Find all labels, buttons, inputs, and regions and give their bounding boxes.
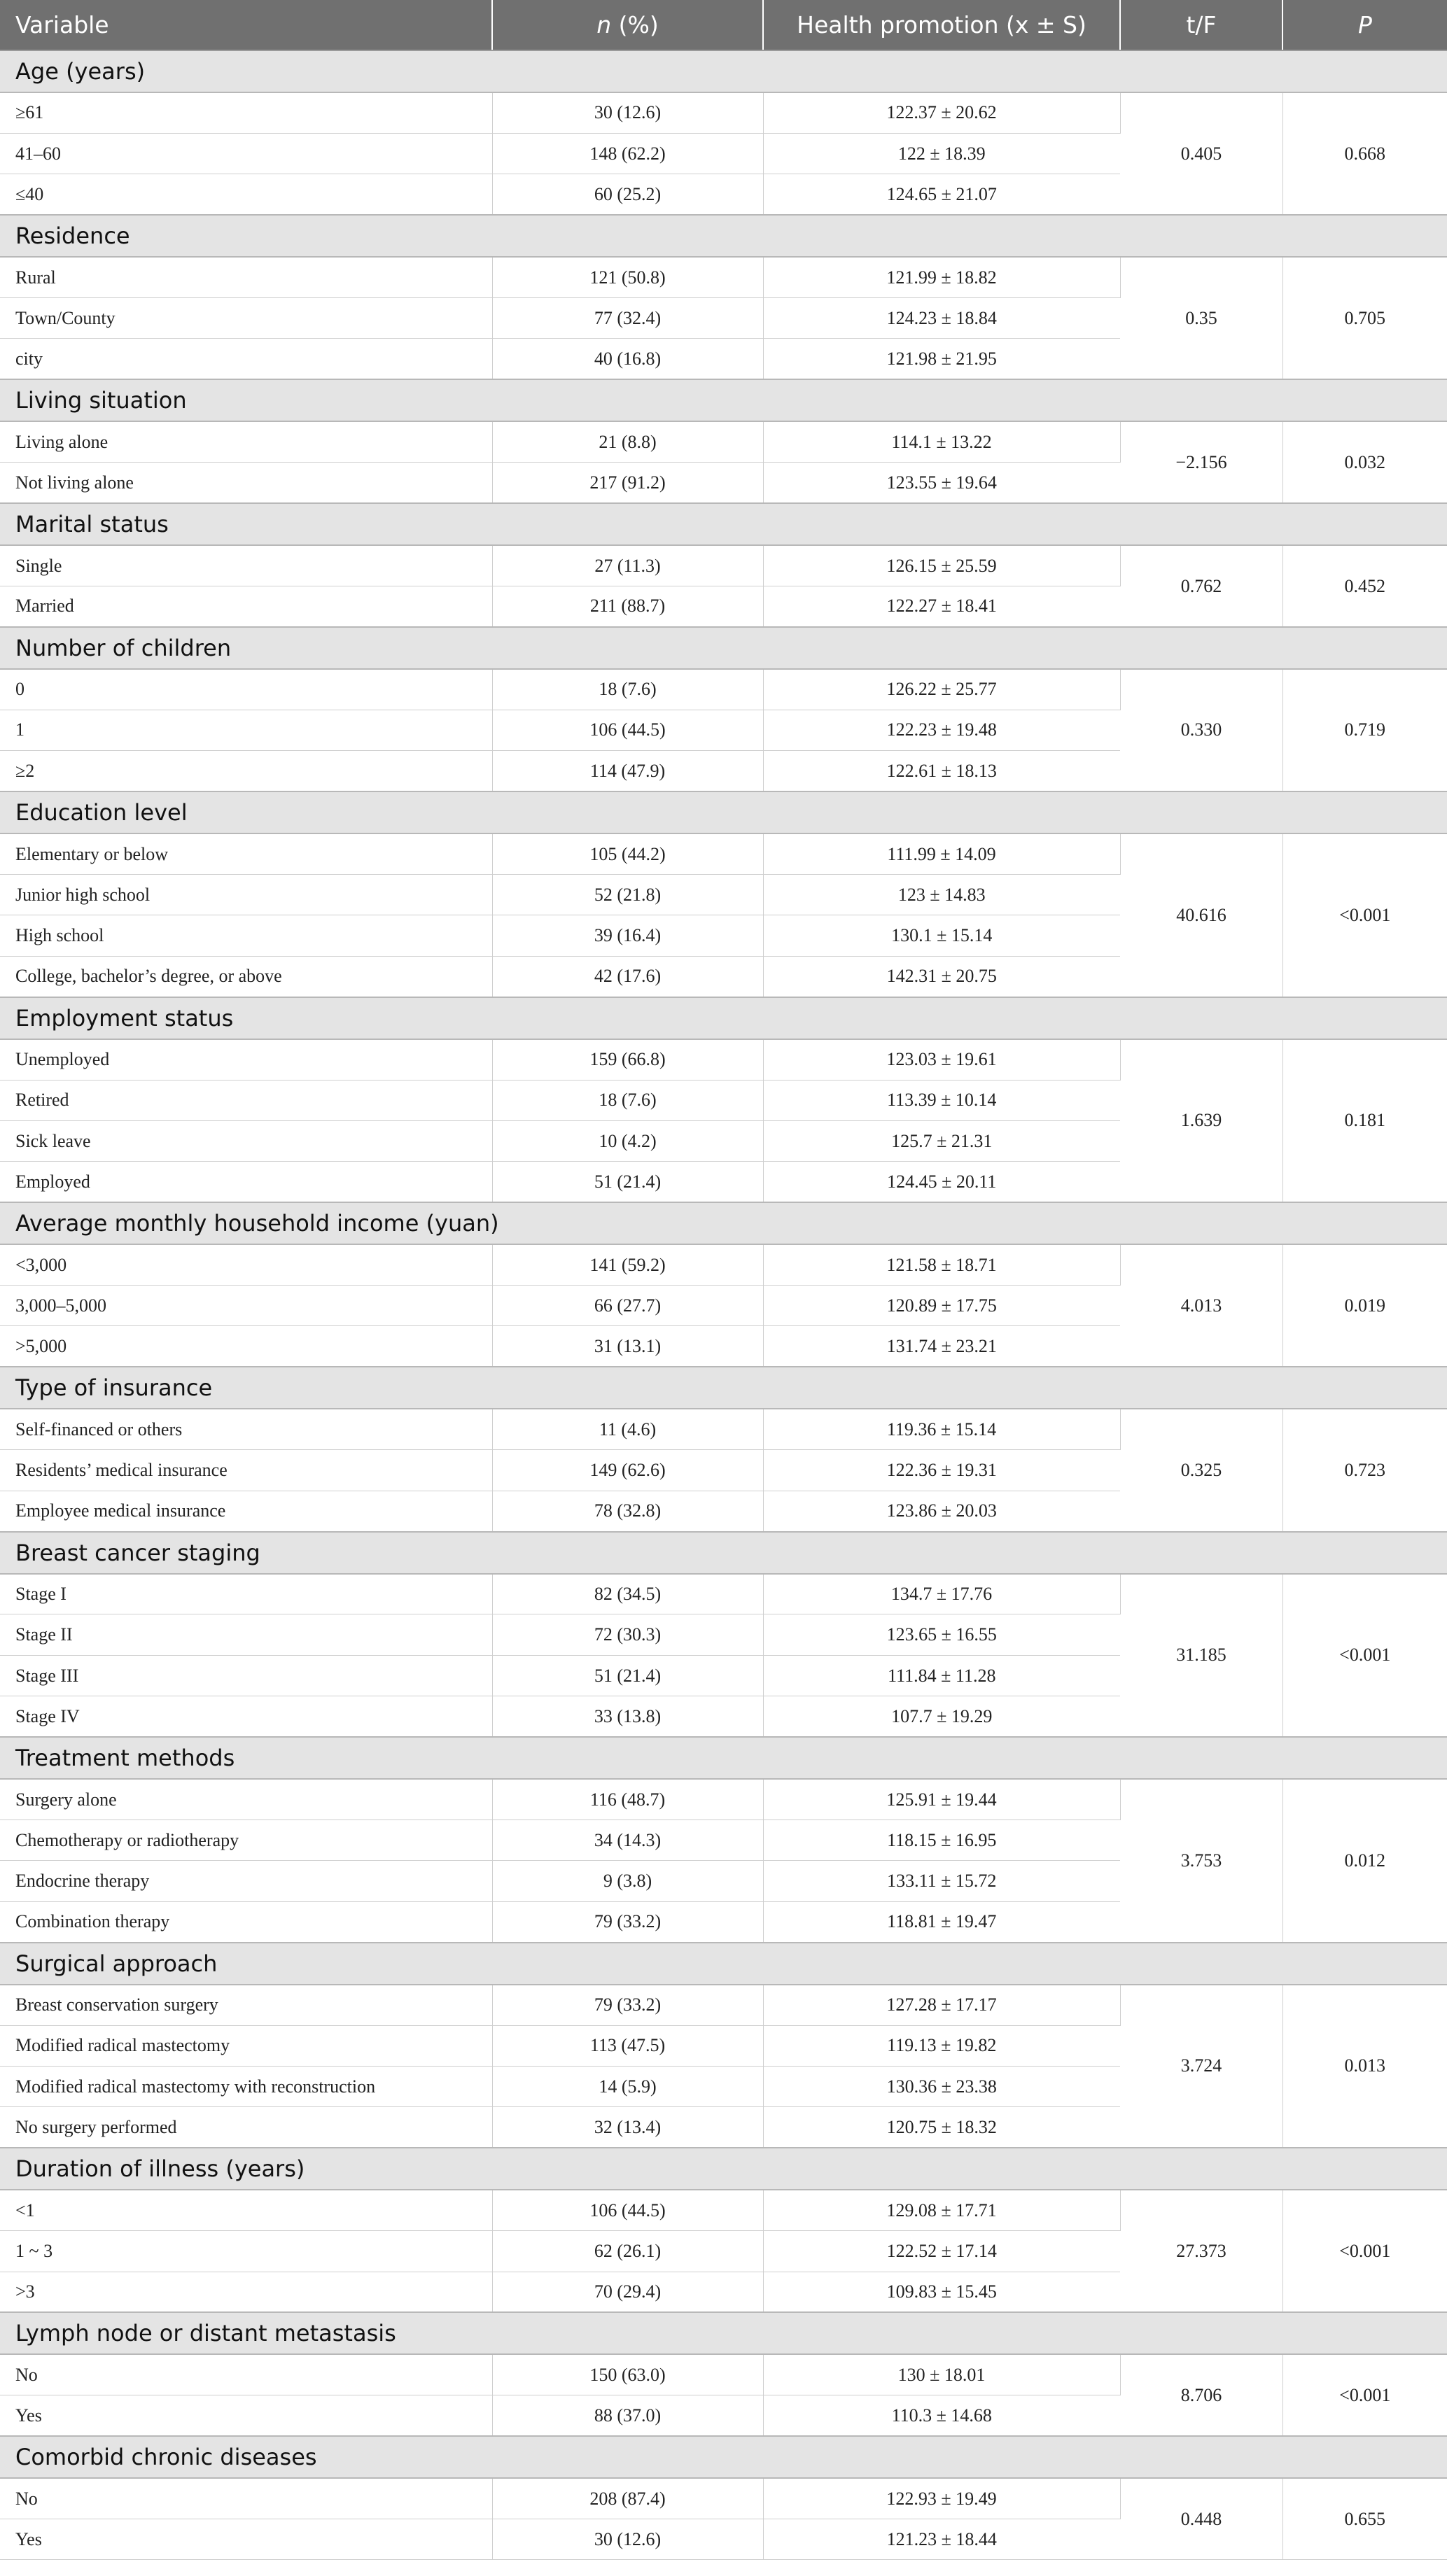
table-row (0, 257, 1447, 297)
group-header-row (0, 215, 1447, 257)
group-title: Marital status (0, 503, 1447, 545)
cell-n-percent: 30 (12.6) (492, 2519, 763, 2560)
cell-variable: Endocrine therapy (0, 1861, 492, 1901)
table-body (0, 50, 1447, 2560)
group-title: Lymph node or distant metastasis (0, 2312, 1447, 2354)
header-variable: Variable (0, 0, 492, 50)
group-title: Breast cancer staging (0, 1532, 1447, 1574)
table-row (0, 545, 1447, 586)
cell-health-promotion: 121.98 ± 21.95 (763, 339, 1120, 379)
group-header-row (0, 50, 1447, 92)
cell-variable: Stage I (0, 1574, 492, 1614)
cell-tf: 8.706 (1120, 2354, 1282, 2436)
cell-health-promotion: 111.84 ± 11.28 (763, 1655, 1120, 1696)
cell-variable: Self-financed or others (0, 1409, 492, 1449)
cell-variable: Employee medical insurance (0, 1491, 492, 1531)
cell-n-percent: 30 (12.6) (492, 92, 763, 133)
cell-health-promotion: 107.7 ± 19.29 (763, 1696, 1120, 1737)
cell-health-promotion: 123.86 ± 20.03 (763, 1491, 1120, 1531)
cell-n-percent: 34 (14.3) (492, 1820, 763, 1861)
cell-n-percent: 10 (4.2) (492, 1120, 763, 1161)
cell-health-promotion: 134.7 ± 17.76 (763, 1574, 1120, 1614)
group-header-row (0, 1943, 1447, 1985)
cell-n-percent: 52 (21.8) (492, 874, 763, 915)
cell-health-promotion: 125.91 ± 19.44 (763, 1779, 1120, 1820)
cell-n-percent: 51 (21.4) (492, 1655, 763, 1696)
table-row (0, 1039, 1447, 1080)
cell-tf: 0.448 (1120, 2478, 1282, 2560)
cell-variable: Junior high school (0, 874, 492, 915)
group-header-row (0, 2312, 1447, 2354)
cell-variable: Breast conservation surgery (0, 1985, 492, 2025)
cell-variable: Stage III (0, 1655, 492, 1696)
group-title: Type of insurance (0, 1367, 1447, 1409)
cell-health-promotion: 122.23 ± 19.48 (763, 710, 1120, 750)
cell-health-promotion: 124.65 ± 21.07 (763, 174, 1120, 215)
cell-health-promotion: 119.13 ± 19.82 (763, 2025, 1120, 2066)
cell-health-promotion: 122.27 ± 18.41 (763, 586, 1120, 627)
cell-p: 0.181 (1282, 1039, 1447, 1203)
cell-p: <0.001 (1282, 833, 1447, 997)
cell-variable: 0 (0, 669, 492, 710)
cell-variable: Chemotherapy or radiotherapy (0, 1820, 492, 1861)
cell-n-percent: 149 (62.6) (492, 1450, 763, 1491)
cell-variable: Residents’ medical insurance (0, 1450, 492, 1491)
cell-variable: Modified radical mastectomy (0, 2025, 492, 2066)
group-header-row (0, 1532, 1447, 1574)
cell-health-promotion: 114.1 ± 13.22 (763, 421, 1120, 462)
cell-health-promotion: 125.7 ± 21.31 (763, 1120, 1120, 1161)
cell-health-promotion: 110.3 ± 14.68 (763, 2395, 1120, 2436)
cell-variable: Rural (0, 257, 492, 297)
cell-tf: 0.762 (1120, 545, 1282, 627)
group-title: Residence (0, 215, 1447, 257)
table-row (0, 669, 1447, 710)
cell-tf: 0.405 (1120, 92, 1282, 215)
cell-health-promotion: 126.22 ± 25.77 (763, 669, 1120, 710)
group-title: Average monthly household income (yuan) (0, 1202, 1447, 1244)
group-title: Comorbid chronic diseases (0, 2436, 1447, 2478)
cell-health-promotion: 124.23 ± 18.84 (763, 298, 1120, 339)
cell-health-promotion: 123 ± 14.83 (763, 874, 1120, 915)
group-header-row (0, 2148, 1447, 2190)
table-header (0, 0, 1447, 50)
cell-variable: ≤40 (0, 174, 492, 215)
cell-variable: Employed (0, 1162, 492, 1202)
cell-n-percent: 14 (5.9) (492, 2066, 763, 2106)
cell-p: <0.001 (1282, 2190, 1447, 2312)
cell-health-promotion: 130 ± 18.01 (763, 2354, 1120, 2395)
group-header-row (0, 2436, 1447, 2478)
cell-tf: −2.156 (1120, 421, 1282, 503)
header-n-italic: n (596, 11, 612, 38)
cell-n-percent: 70 (29.4) (492, 2272, 763, 2312)
cell-tf: 0.35 (1120, 257, 1282, 379)
cell-health-promotion: 122 ± 18.39 (763, 133, 1120, 174)
cell-n-percent: 79 (33.2) (492, 1985, 763, 2025)
cell-health-promotion: 124.45 ± 20.11 (763, 1162, 1120, 1202)
table-row (0, 421, 1447, 462)
cell-variable: Sick leave (0, 1120, 492, 1161)
cell-health-promotion: 120.75 ± 18.32 (763, 2107, 1120, 2148)
cell-n-percent: 106 (44.5) (492, 710, 763, 750)
group-header-row (0, 1737, 1447, 1779)
cell-health-promotion: 122.36 ± 19.31 (763, 1450, 1120, 1491)
cell-tf: 40.616 (1120, 833, 1282, 997)
group-title: Number of children (0, 627, 1447, 669)
cell-health-promotion: 130.36 ± 23.38 (763, 2066, 1120, 2106)
cell-health-promotion: 119.36 ± 15.14 (763, 1409, 1120, 1449)
group-title: Surgical approach (0, 1943, 1447, 1985)
header-n-rest: (%) (611, 11, 659, 38)
cell-p: 0.013 (1282, 1985, 1447, 2148)
cell-health-promotion: 133.11 ± 15.72 (763, 1861, 1120, 1901)
cell-n-percent: 116 (48.7) (492, 1779, 763, 1820)
cell-health-promotion: 121.23 ± 18.44 (763, 2519, 1120, 2560)
cell-variable: ≥2 (0, 751, 492, 791)
group-title: Treatment methods (0, 1737, 1447, 1779)
table-row (0, 92, 1447, 133)
cell-health-promotion: 118.81 ± 19.47 (763, 1901, 1120, 1942)
header-n (492, 0, 763, 50)
cell-variable: 1 ~ 3 (0, 2231, 492, 2272)
cell-health-promotion: 122.61 ± 18.13 (763, 751, 1120, 791)
cell-n-percent: 114 (47.9) (492, 751, 763, 791)
cell-variable: Elementary or below (0, 833, 492, 874)
cell-n-percent: 106 (44.5) (492, 2190, 763, 2230)
table-row (0, 1779, 1447, 1820)
group-title: Age (years) (0, 50, 1447, 92)
cell-variable: No (0, 2478, 492, 2519)
cell-tf: 0.325 (1120, 1409, 1282, 1531)
group-title: Duration of illness (years) (0, 2148, 1447, 2190)
cell-health-promotion: 120.89 ± 17.75 (763, 1286, 1120, 1326)
cell-n-percent: 72 (30.3) (492, 1614, 763, 1655)
cell-variable: ≥61 (0, 92, 492, 133)
cell-p: <0.001 (1282, 2354, 1447, 2436)
cell-n-percent: 62 (26.1) (492, 2231, 763, 2272)
cell-n-percent: 141 (59.2) (492, 1244, 763, 1285)
cell-n-percent: 217 (91.2) (492, 463, 763, 503)
table-row (0, 2190, 1447, 2230)
cell-p: 0.723 (1282, 1409, 1447, 1531)
table-row (0, 1244, 1447, 1285)
cell-tf: 3.724 (1120, 1985, 1282, 2148)
cell-tf: 1.639 (1120, 1039, 1282, 1203)
cell-p: 0.719 (1282, 669, 1447, 791)
cell-p: <0.001 (1282, 1574, 1447, 1738)
cell-variable: Married (0, 586, 492, 627)
cell-n-percent: 18 (7.6) (492, 1080, 763, 1120)
cell-p: 0.705 (1282, 257, 1447, 379)
cell-n-percent: 66 (27.7) (492, 1286, 763, 1326)
cell-p: 0.012 (1282, 1779, 1447, 1943)
group-header-row (0, 1202, 1447, 1244)
cell-variable: No surgery performed (0, 2107, 492, 2148)
cell-variable: Yes (0, 2395, 492, 2436)
cell-health-promotion: 109.83 ± 15.45 (763, 2272, 1120, 2312)
header-health-promotion: Health promotion (x ± S) (763, 0, 1120, 50)
cell-health-promotion: 121.58 ± 18.71 (763, 1244, 1120, 1285)
cell-health-promotion: 111.99 ± 14.09 (763, 833, 1120, 874)
cell-n-percent: 113 (47.5) (492, 2025, 763, 2066)
cell-n-percent: 121 (50.8) (492, 257, 763, 297)
cell-n-percent: 150 (63.0) (492, 2354, 763, 2395)
cell-n-percent: 79 (33.2) (492, 1901, 763, 1942)
cell-health-promotion: 122.37 ± 20.62 (763, 92, 1120, 133)
cell-n-percent: 60 (25.2) (492, 174, 763, 215)
cell-n-percent: 148 (62.2) (492, 133, 763, 174)
group-title: Living situation (0, 379, 1447, 421)
cell-n-percent: 33 (13.8) (492, 1696, 763, 1737)
group-header-row (0, 379, 1447, 421)
cell-n-percent: 11 (4.6) (492, 1409, 763, 1449)
cell-n-percent: 39 (16.4) (492, 915, 763, 956)
cell-health-promotion: 122.93 ± 19.49 (763, 2478, 1120, 2519)
cell-p: 0.668 (1282, 92, 1447, 215)
group-title: Employment status (0, 997, 1447, 1039)
cell-p: 0.019 (1282, 1244, 1447, 1367)
cell-n-percent: 78 (32.8) (492, 1491, 763, 1531)
group-header-row (0, 997, 1447, 1039)
cell-n-percent: 18 (7.6) (492, 669, 763, 710)
cell-n-percent: 88 (37.0) (492, 2395, 763, 2436)
cell-n-percent: 27 (11.3) (492, 545, 763, 586)
header-tf: t/F (1120, 0, 1282, 50)
cell-health-promotion: 123.55 ± 19.64 (763, 463, 1120, 503)
cell-variable: 3,000–5,000 (0, 1286, 492, 1326)
table-row (0, 1985, 1447, 2025)
cell-n-percent: 31 (13.1) (492, 1326, 763, 1367)
cell-tf: 4.013 (1120, 1244, 1282, 1367)
cell-variable: Stage II (0, 1614, 492, 1655)
cell-n-percent: 21 (8.8) (492, 421, 763, 462)
cell-variable: Retired (0, 1080, 492, 1120)
cell-p: 0.655 (1282, 2478, 1447, 2560)
cell-n-percent: 208 (87.4) (492, 2478, 763, 2519)
header-p: P (1282, 0, 1447, 50)
cell-variable: Single (0, 545, 492, 586)
table-row (0, 1409, 1447, 1449)
cell-p: 0.452 (1282, 545, 1447, 627)
group-title: Education level (0, 791, 1447, 833)
cell-health-promotion: 122.52 ± 17.14 (763, 2231, 1120, 2272)
cell-n-percent: 32 (13.4) (492, 2107, 763, 2148)
table-row (0, 833, 1447, 874)
cell-health-promotion: 123.65 ± 16.55 (763, 1614, 1120, 1655)
cell-variable: >3 (0, 2272, 492, 2312)
cell-health-promotion: 126.15 ± 25.59 (763, 545, 1120, 586)
cell-n-percent: 82 (34.5) (492, 1574, 763, 1614)
table-row (0, 2478, 1447, 2519)
cell-tf: 3.753 (1120, 1779, 1282, 1943)
group-header-row (0, 791, 1447, 833)
group-header-row (0, 503, 1447, 545)
cell-n-percent: 51 (21.4) (492, 1162, 763, 1202)
cell-health-promotion: 118.15 ± 16.95 (763, 1820, 1120, 1861)
cell-tf: 27.373 (1120, 2190, 1282, 2312)
group-header-row (0, 1367, 1447, 1409)
cell-health-promotion: 142.31 ± 20.75 (763, 956, 1120, 997)
cell-variable: 1 (0, 710, 492, 750)
cell-variable: Town/County (0, 298, 492, 339)
cell-variable: High school (0, 915, 492, 956)
cell-n-percent: 77 (32.4) (492, 298, 763, 339)
cell-health-promotion: 130.1 ± 15.14 (763, 915, 1120, 956)
cell-variable: >5,000 (0, 1326, 492, 1367)
cell-health-promotion: 127.28 ± 17.17 (763, 1985, 1120, 2025)
cell-variable: Modified radical mastectomy with reconstruction (0, 2066, 492, 2106)
cell-tf: 0.330 (1120, 669, 1282, 791)
cell-n-percent: 42 (17.6) (492, 956, 763, 997)
cell-variable: city (0, 339, 492, 379)
cell-variable: Living alone (0, 421, 492, 462)
cell-n-percent: 40 (16.8) (492, 339, 763, 379)
cell-variable: Combination therapy (0, 1901, 492, 1942)
cell-variable: <1 (0, 2190, 492, 2230)
table-row (0, 2354, 1447, 2395)
cell-health-promotion: 113.39 ± 10.14 (763, 1080, 1120, 1120)
group-header-row (0, 627, 1447, 669)
cell-health-promotion: 129.08 ± 17.71 (763, 2190, 1120, 2230)
cell-p: 0.032 (1282, 421, 1447, 503)
cell-variable: Yes (0, 2519, 492, 2560)
cell-health-promotion: 131.74 ± 23.21 (763, 1326, 1120, 1367)
cell-variable: College, bachelor’s degree, or above (0, 956, 492, 997)
cell-n-percent: 211 (88.7) (492, 586, 763, 627)
header-row (0, 0, 1447, 50)
cell-n-percent: 159 (66.8) (492, 1039, 763, 1080)
cell-health-promotion: 121.99 ± 18.82 (763, 257, 1120, 297)
cell-n-percent: 9 (3.8) (492, 1861, 763, 1901)
cell-variable: <3,000 (0, 1244, 492, 1285)
cell-health-promotion: 123.03 ± 19.61 (763, 1039, 1120, 1080)
cell-variable: Stage IV (0, 1696, 492, 1737)
cell-variable: Unemployed (0, 1039, 492, 1080)
cell-variable: No (0, 2354, 492, 2395)
cell-tf: 31.185 (1120, 1574, 1282, 1738)
cell-n-percent: 105 (44.2) (492, 833, 763, 874)
cell-variable: Not living alone (0, 463, 492, 503)
cell-variable: Surgery alone (0, 1779, 492, 1820)
table-row (0, 1574, 1447, 1614)
cell-variable: 41–60 (0, 133, 492, 174)
